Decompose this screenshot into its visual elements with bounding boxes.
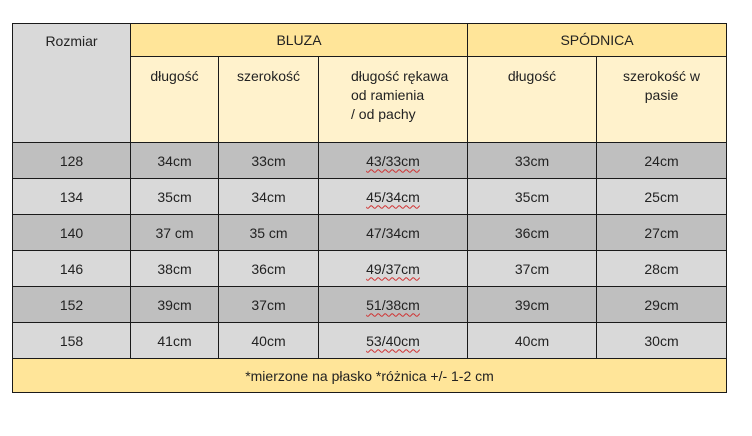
table-row (13, 323, 727, 359)
value-text: 51/38cm (366, 296, 420, 313)
size-cell: 152 (13, 287, 131, 323)
column-header-cell (319, 57, 468, 143)
value-cell: 37cm (219, 287, 319, 323)
value-cell (319, 179, 468, 215)
value-cell (319, 323, 468, 359)
value-cell: 39cm (131, 287, 219, 323)
value-cell: 40cm (219, 323, 319, 359)
column-header-label: szerokość w pasie (622, 68, 701, 103)
value-text: 53/40cm (366, 332, 420, 349)
table-row (13, 179, 727, 215)
table-row (13, 287, 727, 323)
value-cell (319, 251, 468, 287)
size-cell: 128 (13, 143, 131, 179)
column-header-label: długość (150, 68, 199, 84)
value-text: 43/33cm (366, 152, 420, 169)
value-cell: 30cm (597, 323, 727, 359)
value-cell: 36cm (219, 251, 319, 287)
size-cell: 134 (13, 179, 131, 215)
group-header-bluza: BLUZA (131, 24, 468, 57)
group-header-spodnica: SPÓDNICA (468, 24, 727, 57)
value-cell: 35cm (468, 179, 597, 215)
column-header-cell (131, 57, 219, 143)
size-cell: 146 (13, 251, 131, 287)
value-cell: 36cm (468, 215, 597, 251)
value-cell: 27cm (597, 215, 727, 251)
column-header-label: długość rękawa od ramienia / od pachy (351, 68, 449, 122)
value-cell: 33cm (468, 143, 597, 179)
value-cell: 28cm (597, 251, 727, 287)
size-cell: 158 (13, 323, 131, 359)
value-cell: 35 cm (219, 215, 319, 251)
value-cell: 24cm (597, 143, 727, 179)
value-cell: 34cm (131, 143, 219, 179)
corner-header-cell (13, 24, 131, 143)
table-row (13, 215, 727, 251)
column-header-cell (219, 57, 319, 143)
footnote-row (13, 359, 727, 393)
value-cell (319, 287, 468, 323)
size-cell: 140 (13, 215, 131, 251)
column-header-cell (597, 57, 727, 143)
value-text: 45/34cm (366, 188, 420, 205)
column-header-label: szerokość (236, 68, 301, 84)
value-cell: 39cm (468, 287, 597, 323)
value-cell: 41cm (131, 323, 219, 359)
table-row (13, 251, 727, 287)
column-header-cell (468, 57, 597, 143)
value-text: 49/37cm (366, 260, 420, 277)
value-cell (319, 143, 468, 179)
value-cell: 25cm (597, 179, 727, 215)
footnote: *mierzone na płasko *różnica +/- 1-2 cm (13, 359, 727, 393)
corner-label: Rozmiar (45, 33, 98, 49)
value-cell: 33cm (219, 143, 319, 179)
value-cell: 38cm (131, 251, 219, 287)
value-cell: 47/34cm (319, 215, 468, 251)
value-cell: 37cm (468, 251, 597, 287)
table-row (13, 143, 727, 179)
value-cell: 34cm (219, 179, 319, 215)
value-cell: 40cm (468, 323, 597, 359)
value-cell: 29cm (597, 287, 727, 323)
value-cell: 37 cm (131, 215, 219, 251)
value-cell: 35cm (131, 179, 219, 215)
size-chart-table (12, 23, 727, 393)
group-header-row (13, 24, 727, 57)
column-header-label: długość (507, 68, 557, 84)
